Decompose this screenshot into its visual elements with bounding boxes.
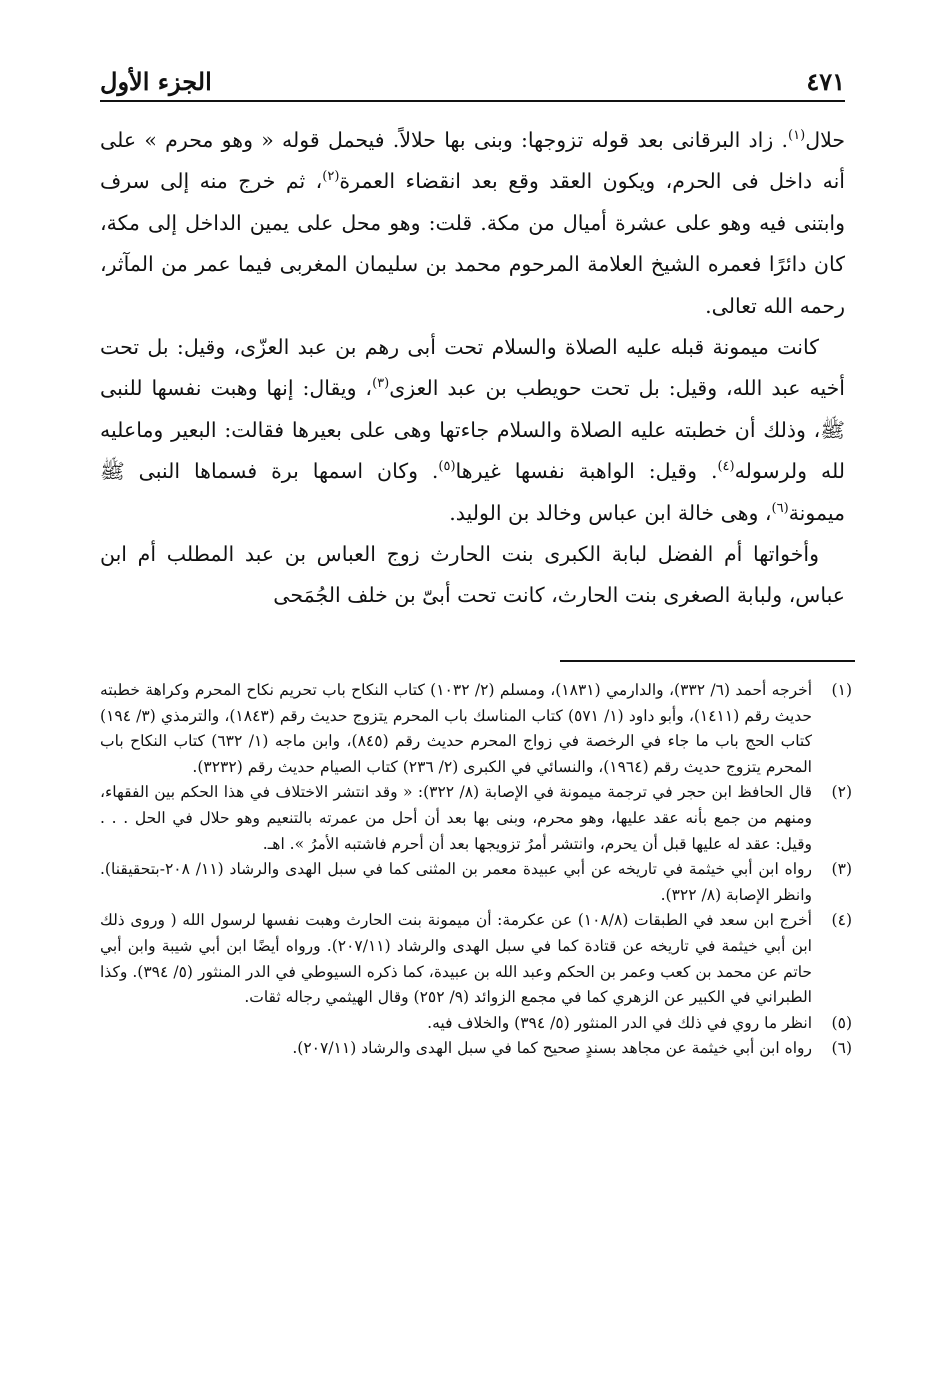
footnote-number: (١)	[831, 681, 852, 699]
footnote-number: (٣)	[831, 860, 852, 879]
paragraph-text: كانت ميمونة قبله عليه الصلاة والسلام تحت أبى رهم بن عبد العزّى، وقيل: بل تحت أخيه عبد الله، وقيل: بل تحت حويطب بن عبد العزى	[100, 335, 845, 401]
footnote-text: رواه ابن أبي خيثمة في تاريخه عن أبي عبيدة معمر بن المثنى كما في سبل الهدى والرشاد (١١/ ٢٠٨-بتحقيقنا). وانظر الإصابة (٨/ ٣٢٢).	[100, 860, 812, 904]
footnote-text: أخرج ابن سعد في الطبقات (١٠٨/٨) عن عكرمة: أن ميمونة بنت الحارث وهبت نفسها لرسول الله ( وروى ذلك ابن أبي خيثمة في تاريخه عن قتادة كما في سبل الهدى والرشاد (٢٠٧/١١). ورواه أيضًا ابن أبي شيبة وابن أبي حاتم عن محمد بن كعب وعمر بن الحكم وعبد الله بن عبيدة، كما ذكره السيوطي في الدر المنثور (٥/ ٣٩٤). وكذا الطبراني في الكبير عن الزهري كما في مجمع الزوائد (٩/ ٢٥٢) وقال الهيثمي رجاله ثقات.	[100, 911, 813, 1007]
running-title: الجزء الأول	[100, 67, 212, 96]
paragraph-text: ، ثم خرج منه إلى سرف وابتنى فيه وهو على عشرة أميال من مكة. قلت: وهو محل على يمين الداخل إلى مكة، كان دائرًا فعمره الشيخ العلامة المرحوم محمد بن سليمان المغربى فيما عمر من المآثر، رحمه الله تعالى.	[100, 169, 845, 318]
paragraph-text: ، وهى خالة ابن عباس وخالد بن الوليد.	[449, 500, 772, 525]
paragraph-3: وأخواتها أم الفضل لبابة الكبرى بنت الحارث زوج العباس بن عبد المطلب أم ابن عباس، ولبابة الصغرى بنت الحارث، كانت تحت أبىّ بن خلف الجُمَحى	[100, 542, 845, 608]
footnotes	[100, 678, 852, 1062]
footnote-text: انظر ما روي في ذلك في الدر المنثور (٥/ ٣٩٤) والخلاف فيه.	[427, 1013, 812, 1032]
footnote-text: رواه ابن أبي خيثمة عن مجاهد بسندٍ صحيح كما في سبل الهدى والرشاد (٢٠٧/١١).	[292, 1039, 812, 1058]
footnote-marker[interactable]: (٤)	[717, 459, 735, 475]
page-number: ٤٧١	[806, 67, 845, 96]
footnote-text: قال الحافظ ابن حجر في ترجمة ميمونة في الإصابة (٨/ ٣٢٢): « وقد انتشر الاختلاف في هذا الحكم بين الفقهاء، ومنهم من جمع بأنه عقد عليها، وهو محرم، وبنى بها بعد أن أحل من عمرته بالتنعيم وهو حلال في الحل . . . وقيل: عقد له عليها قبل أن يحرم، وانتشر أمرُ تزويجها بعد أن أحرم فاشتبه الأمرُ ». اهـ.	[100, 783, 812, 853]
paragraph-text: حلال	[805, 128, 845, 152]
paragraph-text: ، ويقال: إنها وهبت نفسها للنبى ﷺ، وذلك أن خطبته عليه الصلاة والسلام جاءتها وهى على بعيرها فقالت: البعير وماعليه لله ولرسوله	[100, 376, 845, 484]
paragraph-text: . زاد البرقانى بعد قوله تزوجها: وبنى بها حلالاً. فيحمل قوله « وهو محرم » على أنه داخل فى الحرم، ويكون العقد وقع بعد انقضاء العمرة	[100, 128, 845, 194]
header-rule	[100, 100, 845, 102]
footnote-marker[interactable]: (٦)	[771, 500, 789, 516]
footnote-number: (٦)	[831, 1039, 852, 1058]
footnote-number: (٢)	[831, 783, 852, 802]
running-header	[100, 56, 845, 96]
footnote-separator	[560, 660, 855, 662]
paragraph-text: . وكان اسمها برة فسماها النبى ﷺ ميمونة	[100, 459, 845, 525]
footnote-4	[100, 908, 852, 1010]
paragraph-text: . وقيل: الواهبة نفسها غيرها	[455, 459, 718, 484]
paragraph-1	[100, 120, 845, 327]
footnote-text: أخرجه أحمد (٦/ ٣٣٢)، والدارمي (١٨٣١)، ومسلم (٢/ ١٠٣٢) كتاب النكاح باب تحريم نكاح المحرم وكراهة خطبته حديث رقم (١٤١١)، وأبو داود (١/ ٥٧١) كتاب المناسك باب المحرم يتزوج حديث رقم (١٨٤٣)، والترمذي (٣/ ١٩٤) كتاب الحج باب ما جاء في الرخصة في زواج المحرم حديث رقم (٨٤٥)، وابن ماجه (١/ ٦٣٢) كتاب النكاح باب المحرم يتزوج حديث رقم (١٩٦٤)، والنسائي في الكبرى (٢/ ٢٣٦) كتاب الصيام حديث رقم (٣٢٣٢).	[100, 681, 813, 776]
footnote-number: (٤)	[831, 911, 852, 930]
footnote-marker[interactable]: (٢)	[322, 169, 340, 185]
footnote-6	[100, 1036, 852, 1062]
footnote-marker[interactable]: (١)	[788, 128, 806, 144]
footnote-1	[100, 678, 852, 780]
footnote-2	[100, 780, 852, 857]
footnote-marker[interactable]: (٣)	[372, 376, 390, 392]
footnote-number: (٥)	[831, 1013, 852, 1032]
main-text	[100, 120, 845, 617]
paragraph-2	[100, 327, 845, 534]
footnote-3	[100, 857, 852, 908]
footnote-marker[interactable]: (٥)	[438, 459, 456, 475]
footnote-5	[100, 1011, 852, 1037]
